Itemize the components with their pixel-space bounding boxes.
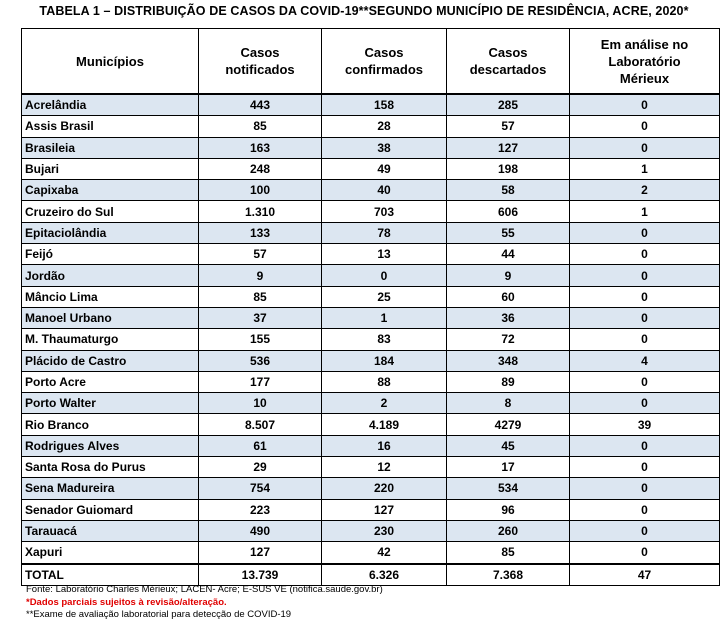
table-row (22, 94, 720, 116)
cell-descartados: 85 (447, 542, 570, 564)
cell-em-analise: 0 (570, 94, 720, 116)
cell-descartados: 36 (447, 307, 570, 328)
cell-descartados: 285 (447, 94, 570, 116)
table-row (22, 499, 720, 520)
table-row (22, 457, 720, 478)
cell-municipio: Tarauacá (22, 520, 199, 541)
cell-municipio: Plácido de Castro (22, 350, 199, 371)
cell-descartados: 58 (447, 180, 570, 201)
cell-confirmados: 38 (322, 137, 447, 158)
cell-em-analise: 2 (570, 180, 720, 201)
table-row (22, 350, 720, 371)
cell-notificados: 85 (199, 286, 322, 307)
cell-municipio: Jordão (22, 265, 199, 286)
cell-em-analise: 0 (570, 478, 720, 499)
covid-cases-table (21, 28, 720, 586)
cell-descartados: 606 (447, 201, 570, 222)
cell-em-analise: 0 (570, 371, 720, 392)
exam-note: **Exame de avaliação laboratorial para detecção de COVID-19 (26, 609, 292, 620)
cell-notificados: 61 (199, 435, 322, 456)
cell-em-analise: 0 (570, 137, 720, 158)
cell-municipio: Capixaba (22, 180, 199, 201)
cell-notificados: 223 (199, 499, 322, 520)
cell-municipio: Bujari (22, 158, 199, 179)
header-notificados: Casos notificados (199, 29, 322, 95)
cell-municipio: Porto Walter (22, 393, 199, 414)
cell-municipio: Porto Acre (22, 371, 199, 392)
cell-descartados: 55 (447, 222, 570, 243)
cell-notificados: 133 (199, 222, 322, 243)
cell-notificados: 248 (199, 158, 322, 179)
cell-municipio: Assis Brasil (22, 116, 199, 137)
cell-notificados: 177 (199, 371, 322, 392)
cell-descartados: 127 (447, 137, 570, 158)
cell-notificados: 13.739 (199, 564, 322, 586)
table-row (22, 286, 720, 307)
cell-municipio: Senador Guiomard (22, 499, 199, 520)
cell-confirmados: 220 (322, 478, 447, 499)
cell-notificados: 85 (199, 116, 322, 137)
cell-em-analise: 0 (570, 542, 720, 564)
source-note: Fonte: Laboratório Charles Mérieux; LACEN- Acre; E-SUS VE (notifica.saude.gov.br) (26, 584, 383, 595)
cell-notificados: 100 (199, 180, 322, 201)
cell-em-analise: 0 (570, 393, 720, 414)
cell-confirmados: 127 (322, 499, 447, 520)
cell-confirmados: 42 (322, 542, 447, 564)
table-row (22, 307, 720, 328)
cell-municipio: Rodrigues Alves (22, 435, 199, 456)
cell-notificados: 490 (199, 520, 322, 541)
cell-notificados: 9 (199, 265, 322, 286)
table-row (22, 265, 720, 286)
table-row (22, 137, 720, 158)
cell-municipio: Acrelândia (22, 94, 199, 116)
cell-descartados: 72 (447, 329, 570, 350)
cell-confirmados: 1 (322, 307, 447, 328)
cell-confirmados: 28 (322, 116, 447, 137)
table-row (22, 116, 720, 137)
cell-municipio: Sena Madureira (22, 478, 199, 499)
cell-em-analise: 0 (570, 307, 720, 328)
cell-em-analise: 47 (570, 564, 720, 586)
cell-confirmados: 13 (322, 244, 447, 265)
cell-confirmados: 4.189 (322, 414, 447, 435)
cell-descartados: 44 (447, 244, 570, 265)
cell-descartados: 89 (447, 371, 570, 392)
cell-notificados: 155 (199, 329, 322, 350)
table-row (22, 180, 720, 201)
cell-confirmados: 78 (322, 222, 447, 243)
table-row (22, 244, 720, 265)
cell-municipio: Epitaciolândia (22, 222, 199, 243)
table-row (22, 435, 720, 456)
cell-em-analise: 4 (570, 350, 720, 371)
cell-confirmados: 25 (322, 286, 447, 307)
cell-notificados: 754 (199, 478, 322, 499)
cell-em-analise: 0 (570, 457, 720, 478)
cell-confirmados: 16 (322, 435, 447, 456)
cell-confirmados: 49 (322, 158, 447, 179)
cell-em-analise: 0 (570, 329, 720, 350)
table-row (22, 393, 720, 414)
cell-descartados: 8 (447, 393, 570, 414)
cell-municipio: TOTAL (22, 564, 199, 586)
cell-em-analise: 1 (570, 201, 720, 222)
cell-em-analise: 0 (570, 116, 720, 137)
cell-confirmados: 83 (322, 329, 447, 350)
cell-confirmados: 230 (322, 520, 447, 541)
cell-notificados: 163 (199, 137, 322, 158)
table-row (22, 222, 720, 243)
cell-descartados: 45 (447, 435, 570, 456)
cell-em-analise: 0 (570, 244, 720, 265)
footnotes (26, 584, 383, 622)
header-em-analise: Em análise no Laboratório Mérieux (570, 29, 720, 95)
cell-descartados: 348 (447, 350, 570, 371)
cell-notificados: 37 (199, 307, 322, 328)
cell-municipio: Xapuri (22, 542, 199, 564)
table-row (22, 371, 720, 392)
cell-descartados: 260 (447, 520, 570, 541)
header-descartados: Casos descartados (447, 29, 570, 95)
header-confirmados: Casos confirmados (322, 29, 447, 95)
cell-em-analise: 0 (570, 499, 720, 520)
header-row (22, 29, 720, 95)
cell-confirmados: 703 (322, 201, 447, 222)
table-row (22, 520, 720, 541)
total-row (22, 564, 720, 586)
table-title: TABELA 1 – DISTRIBUIÇÃO DE CASOS DA COVID-19**SEGUNDO MUNICÍPIO DE RESIDÊNCIA, ACRE, 2020* (39, 4, 689, 18)
cell-descartados: 60 (447, 286, 570, 307)
cell-notificados: 57 (199, 244, 322, 265)
cell-descartados: 7.368 (447, 564, 570, 586)
table-row (22, 201, 720, 222)
cell-notificados: 443 (199, 94, 322, 116)
cell-descartados: 198 (447, 158, 570, 179)
header-municipios: Municípios (22, 29, 199, 95)
cell-municipio: Brasileia (22, 137, 199, 158)
cell-em-analise: 1 (570, 158, 720, 179)
partial-data-note: *Dados parciais sujeitos à revisão/alteração. (26, 596, 227, 608)
cell-em-analise: 0 (570, 222, 720, 243)
cell-confirmados: 158 (322, 94, 447, 116)
cell-municipio: Manoel Urbano (22, 307, 199, 328)
cell-descartados: 4279 (447, 414, 570, 435)
cell-descartados: 57 (447, 116, 570, 137)
cell-descartados: 534 (447, 478, 570, 499)
cell-em-analise: 0 (570, 435, 720, 456)
cell-notificados: 29 (199, 457, 322, 478)
cell-descartados: 96 (447, 499, 570, 520)
cell-em-analise: 0 (570, 286, 720, 307)
table-row (22, 414, 720, 435)
cell-descartados: 17 (447, 457, 570, 478)
table-row (22, 478, 720, 499)
table-row (22, 329, 720, 350)
cell-em-analise: 0 (570, 520, 720, 541)
cell-confirmados: 184 (322, 350, 447, 371)
table-row (22, 158, 720, 179)
cell-em-analise: 39 (570, 414, 720, 435)
cell-municipio: Santa Rosa do Purus (22, 457, 199, 478)
cell-municipio: Feijó (22, 244, 199, 265)
cell-confirmados: 12 (322, 457, 447, 478)
cell-municipio: Cruzeiro do Sul (22, 201, 199, 222)
cell-confirmados: 88 (322, 371, 447, 392)
cell-municipio: Rio Branco (22, 414, 199, 435)
cell-notificados: 1.310 (199, 201, 322, 222)
cell-notificados: 8.507 (199, 414, 322, 435)
cell-municipio: Mâncio Lima (22, 286, 199, 307)
cell-notificados: 10 (199, 393, 322, 414)
cell-confirmados: 2 (322, 393, 447, 414)
cell-confirmados: 40 (322, 180, 447, 201)
cell-em-analise: 0 (570, 265, 720, 286)
cell-confirmados: 0 (322, 265, 447, 286)
cell-notificados: 536 (199, 350, 322, 371)
cell-notificados: 127 (199, 542, 322, 564)
cell-confirmados: 6.326 (322, 564, 447, 586)
cell-municipio: M. Thaumaturgo (22, 329, 199, 350)
table-row (22, 542, 720, 564)
cell-descartados: 9 (447, 265, 570, 286)
